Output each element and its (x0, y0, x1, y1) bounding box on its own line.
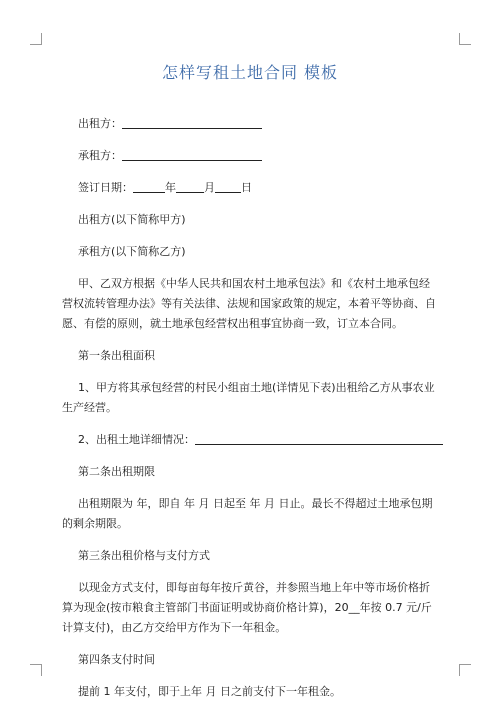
article-2-heading: 第二条出租期限 (78, 465, 155, 478)
crop-mark-top-right (459, 33, 471, 45)
date-month-label: 月 (204, 181, 215, 194)
article-1-clause-1: 1、甲方将其承包经营的村民小组亩土地(详情见下表)出租给乙方从事农业生产经营。 (62, 381, 435, 414)
land-detail-label: 2、出租土地详细情况： (78, 433, 195, 446)
date-line (62, 178, 438, 198)
month-blank[interactable] (176, 180, 204, 193)
article-3-text: 以现金方式支付，即每亩每年按斤黄谷，并参照当地上年中等市场价格折算为现金(按市粮食主管部门书面证明或协商价格计算)，20__年按 0.7 元/斤计算支付)，由乙方交给甲方作为下一年租金。 (62, 581, 432, 634)
article-1-heading: 第一条出租面积 (78, 349, 155, 362)
crop-mark-top-left (30, 33, 42, 45)
lessee-label: 承租方： (78, 149, 122, 162)
article-4-heading: 第四条支付时间 (78, 653, 155, 666)
document-title: 怎样写租土地合同 模板 (161, 63, 339, 82)
lessee-blank[interactable] (122, 148, 262, 161)
preamble-paragraph: 甲、乙双方根据《中华人民共和国农村土地承包法》和《农村土地承包经营权流转管理办法》等有关法律、法规和国家政策的规定，本着平等协商、自愿、有偿的原则，就土地承包经营权出租事宜协商一致，订立本合同。 (62, 277, 436, 330)
article-4-text: 提前 1 年支付，即于上年 月 日之前支付下一年租金。 (78, 685, 341, 698)
lessee-abbr: 承租方(以下简称乙方) (78, 245, 186, 258)
date-label: 签订日期： (78, 181, 133, 194)
crop-mark-bottom-left (30, 664, 42, 676)
lessor-label: 出租方： (78, 117, 122, 130)
document-body (62, 114, 438, 707)
lessor-abbr: 出租方(以下简称甲方) (78, 213, 186, 226)
article-3-heading: 第三条出租价格与支付方式 (78, 549, 210, 562)
lessee-line (62, 146, 438, 166)
lessor-line (62, 114, 438, 134)
date-year-label: 年 (165, 181, 176, 194)
article-2-text: 出租期限为 年，即自 年 月 日起至 年 月 日止。最长不得超过土地承包期的剩余期限。 (62, 497, 433, 530)
land-detail-blank[interactable] (195, 432, 443, 445)
crop-mark-bottom-right (459, 664, 471, 676)
year-blank[interactable] (133, 180, 165, 193)
date-day-label: 日 (241, 181, 252, 194)
lessor-blank[interactable] (122, 116, 262, 129)
article-1-clause-2 (62, 430, 438, 450)
day-blank[interactable] (215, 180, 241, 193)
